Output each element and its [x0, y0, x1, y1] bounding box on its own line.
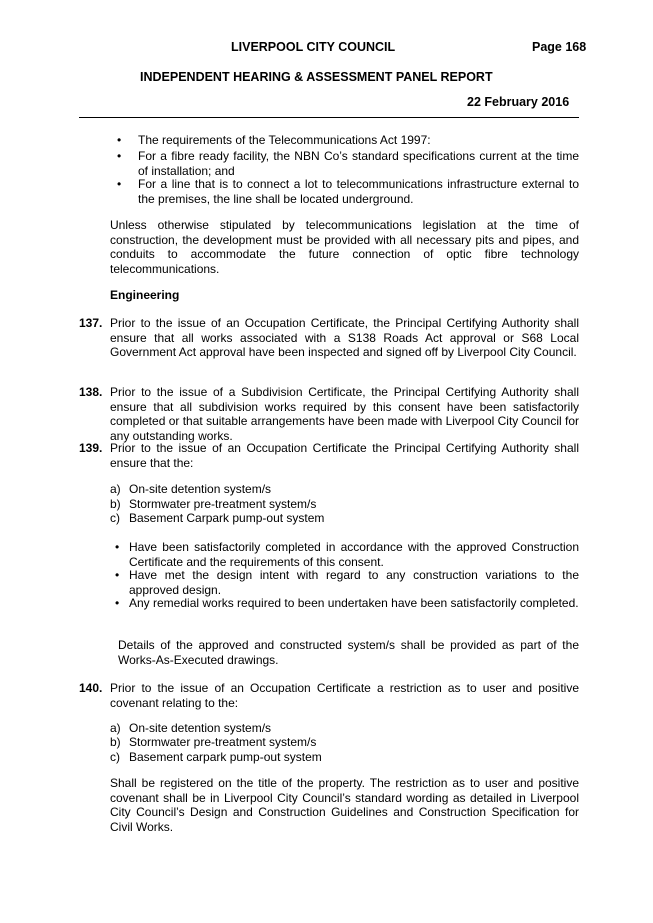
item-text: Basement carpark pump-out system	[129, 750, 322, 764]
list-item	[115, 596, 579, 611]
closing-paragraph: Shall be registered on the title of the property. The restriction as to user and positive covenant shall be in Liverpool City Council’s standard wording as detailed in Liverpool City Council’s Design and Construction Guidelines and Construction Specification for Civil Works.	[110, 776, 579, 834]
item-text: Basement Carpark pump-out system	[129, 511, 325, 525]
bullet-icon: •	[115, 596, 120, 610]
bullet-icon: •	[117, 149, 122, 163]
bullet-text: The requirements of the Telecommunications Act 1997:	[138, 133, 431, 147]
item-label: c)	[110, 750, 120, 764]
bullet-icon: •	[117, 177, 122, 191]
item-label: a)	[110, 482, 121, 496]
bullet-icon: •	[115, 568, 120, 582]
section-heading: Engineering	[110, 288, 180, 302]
header-divider	[79, 117, 579, 118]
condition-number: 138.	[79, 385, 103, 399]
item-label: b)	[110, 735, 121, 749]
list-item	[110, 482, 570, 497]
list-item	[115, 568, 579, 597]
condition-number: 140.	[79, 681, 103, 695]
bullet-icon: •	[117, 133, 122, 147]
list-item	[110, 721, 570, 736]
bullet-icon: •	[115, 540, 120, 554]
list-item	[110, 497, 570, 512]
list-item	[117, 133, 579, 148]
item-label: b)	[110, 497, 121, 511]
condition-text: Prior to the issue of an Occupation Certificate a restriction as to user and positive covenant relating to the:	[110, 681, 579, 710]
list-item	[117, 177, 579, 206]
item-label: c)	[110, 511, 120, 525]
list-item	[115, 540, 579, 569]
page-number: Page 168	[532, 40, 587, 54]
condition-text: Prior to the issue of an Occupation Certificate, the Principal Certifying Authority shall ensure that all works associated with a S138 Roads Act approval or S68 Local Government Act approval have been inspected and signed off by Liverpool City Council.	[110, 316, 579, 360]
item-text: Stormwater pre-treatment system/s	[129, 735, 317, 749]
list-item	[117, 149, 579, 178]
item-label: a)	[110, 721, 121, 735]
item-text: Stormwater pre-treatment system/s	[129, 497, 317, 511]
item-text: On-site detention system/s	[129, 482, 272, 496]
list-item	[110, 750, 570, 765]
bullet-text: For a line that is to connect a lot to telecommunications infrastructure external to the premises, the line shall be located underground.	[138, 177, 579, 206]
report-date: 22 February 2016	[467, 95, 570, 109]
list-item	[110, 735, 570, 750]
bullet-text: Have met the design intent with regard to any construction variations to the approved design.	[129, 568, 579, 597]
item-text: On-site detention system/s	[129, 721, 272, 735]
list-item	[110, 511, 570, 526]
condition-number: 139.	[79, 441, 103, 455]
bullet-text: Have been satisfactorily completed in accordance with the approved Construction Certificate and the requirements of this consent.	[129, 540, 579, 569]
bullet-text: Any remedial works required to been undertaken have been satisfactorily completed.	[129, 596, 579, 610]
condition-text: Prior to the issue of a Subdivision Certificate, the Principal Certifying Authority shall ensure that all subdivision works required by this consent have been satisfactorily completed or that suitable arrangements have been made with Liverpool City Council for any outstanding works.	[110, 385, 579, 443]
intro-paragraph: Unless otherwise stipulated by telecommunications legislation at the time of construction, the development must be provided with all necessary pits and pipes, and conduits to accommodate the future connection of optic fibre technology telecommunications.	[110, 218, 579, 276]
condition-text: Prior to the issue of an Occupation Certificate the Principal Certifying Authority shall ensure that the:	[110, 441, 579, 470]
bullet-text: For a fibre ready facility, the NBN Co’s standard specifications current at the time of installation; and	[138, 149, 579, 178]
details-paragraph: Details of the approved and constructed system/s shall be provided as part of the Works-As-Executed drawings.	[118, 638, 579, 667]
council-name: LIVERPOOL CITY COUNCIL	[231, 40, 396, 54]
condition-number: 137.	[79, 316, 103, 330]
report-title: INDEPENDENT HEARING & ASSESSMENT PANEL REPORT	[140, 70, 493, 84]
